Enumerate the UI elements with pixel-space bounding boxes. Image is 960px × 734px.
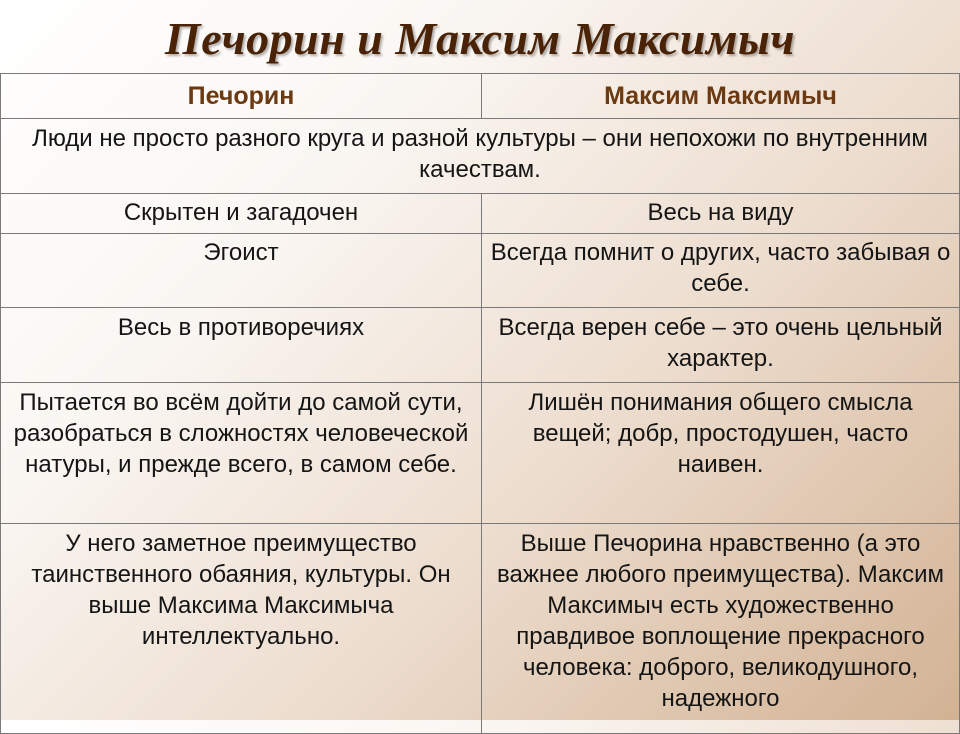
pechorin-cell: Пытается во всём дойти до самой сути, разобраться в сложностях человеческой натуры, и прежде всего, в самом себе.: [1, 383, 482, 524]
pechorin-cell: Эгоист: [1, 234, 482, 308]
maksim-cell: Всегда верен себе – это очень цельный характер.: [482, 308, 960, 383]
header-maksim: Максим Максимыч: [482, 74, 960, 119]
slide-title: Печорин и Максим Максимыч: [164, 13, 796, 64]
comparison-table: [0, 73, 960, 734]
maksim-cell: Выше Печорина нравственно (а это важнее любого преимущества). Максим Максимыч есть художественно правдивое воплощение прекрасного человека: доброго, великодушного, надежного: [482, 524, 960, 734]
table-row: [1, 524, 960, 734]
pechorin-cell: Скрытен и загадочен: [1, 194, 482, 234]
table-header-row: [1, 74, 960, 119]
table-row: [1, 194, 960, 234]
pechorin-cell: Весь в противоречиях: [1, 308, 482, 383]
table-row: [1, 308, 960, 383]
table-row: [1, 383, 960, 524]
table-row: [1, 234, 960, 308]
intro-row: [1, 119, 960, 194]
maksim-cell: Всегда помнит о других, часто забывая о себе.: [482, 234, 960, 308]
header-pechorin: Печорин: [1, 74, 482, 119]
maksim-cell: Лишён понимания общего смысла вещей; добр, простодушен, часто наивен.: [482, 383, 960, 524]
pechorin-cell: У него заметное преимущество таинственного обаяния, культуры. Он выше Максима Максимыча интеллектуально.: [1, 524, 482, 734]
intro-cell: Люди не просто разного круга и разной культуры – они непохожи по внутренним качествам.: [1, 119, 960, 194]
maksim-cell: Весь на виду: [482, 194, 960, 234]
